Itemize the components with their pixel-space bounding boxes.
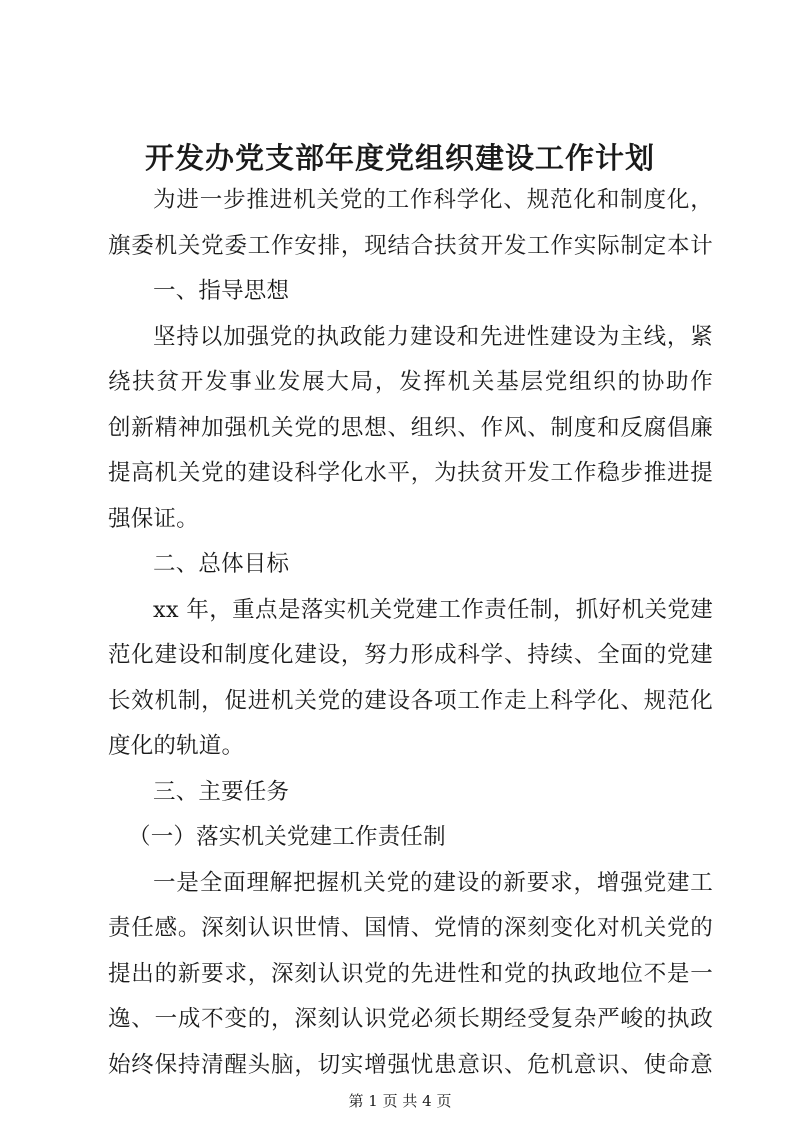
paragraph-line: 强保证。 [108, 505, 199, 532]
paragraph-line: 坚持以加强党的执政能力建设和先进性建设为主线，紧 [153, 323, 713, 350]
document-title: 开发办党支部年度党组织建设工作计划 [144, 141, 655, 175]
section-heading: 三、主要任务 [153, 778, 290, 805]
paragraph-line: 提出的新要求，深刻认识党的先进性和党的执政地位不是一 [108, 960, 713, 987]
subsection-heading: （一）落实机关党建工作责任制 [128, 824, 446, 850]
paragraph-line: 旗委机关党委工作安排，现结合扶贫开发工作实际制定本计 [108, 232, 713, 259]
paragraph-line: 创新精神加强机关党的思想、组织、作风、制度和反腐倡廉 [108, 414, 713, 441]
paragraph-line: 逸、一成不变的，深刻认识党必须长期经受复杂严峻的执政 [108, 1006, 713, 1032]
paragraph-line: 长效机制，促进机关党的建设各项工作走上科学化、规范化 [108, 687, 713, 714]
section-heading: 二、总体目标 [153, 551, 290, 577]
paragraph-line: 为进一步推进机关党的工作科学化、规范化和制度化， [153, 187, 713, 213]
paragraph-line: xx 年，重点是落实机关党建工作责任制，抓好机关党建 [153, 596, 713, 623]
paragraph-line: 提高机关党的建设科学化水平，为扶贫开发工作稳步推进提 [108, 460, 713, 486]
section-heading: 一、指导思想 [153, 278, 290, 304]
page-footer: 第 1 页 共 4 页 [348, 1092, 452, 1110]
paragraph-line: 一是全面理解把握机关党的建设的新要求，增强党建工 [153, 869, 713, 896]
paragraph-line: 始终保持清醒头脑，切实增强忧患意识、危机意识、使命意 [108, 1051, 713, 1078]
paragraph-line: 绕扶贫开发事业发展大局，发挥机关基层党组织的协助作 [108, 369, 713, 395]
paragraph-line: 责任感。深刻认识世情、国情、党情的深刻变化对机关党的 [108, 915, 713, 941]
paragraph-line: 范化建设和制度化建设，努力形成科学、持续、全面的党建 [108, 642, 713, 668]
paragraph-line: 度化的轨道。 [108, 733, 245, 759]
